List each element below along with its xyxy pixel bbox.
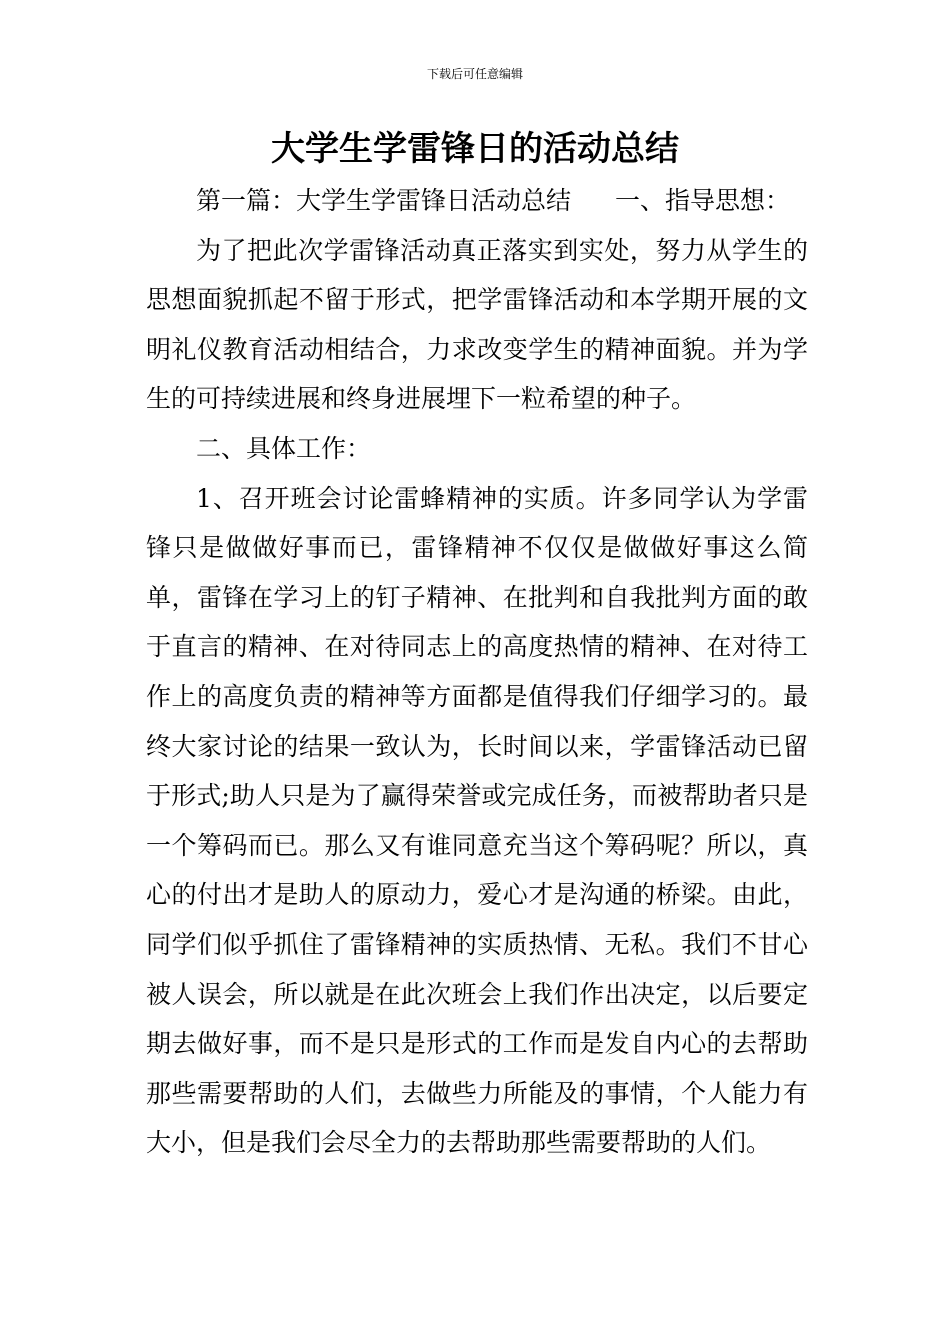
section-2-heading: 二、具体工作： <box>196 433 372 463</box>
header-note: 下载后可任意编辑 <box>426 67 523 81</box>
subtitle-line <box>146 176 808 226</box>
paragraph-2: 1、召开班会讨论雷蜂精神的实质。许多同学认为学雷锋只是做做好事而已，雷锋精神不仅仅是做做好事这么简单，雷锋在学习上的钉子精神、在批判和自我批判方面的敢于直言的精神、在对待同志上的高度热情的精神、在对待工作上的高度负责的精神等方面都是值得我们仔细学习的。最终大家讨论的结果一致认为，长时间以来，学雷锋活动已留于形式;助人只是为了赢得荣誉或完成任务，而被帮助者只是一个筹码而已。那么又有谁同意充当这个筹码呢？所以，真心的付出才是助人的原动力，爱心才是沟通的桥梁。由此，同学们似乎抓住了雷锋精神的实质热情、无私。我们不甘心被人误会，所以就是在此次班会上我们作出决定，以后要定期去做好事，而不是只是形式的工作而是发自内心的去帮助那些需要帮助的人们，去做些力所能及的事情，个人能力有大小，但是我们会尽全力的去帮助那些需要帮助的人们。 <box>146 483 808 1158</box>
subtitle-right: 一、指导思想： <box>615 186 791 215</box>
subtitle-left: 第一篇：大学生学雷锋日活动总结 <box>196 186 572 215</box>
document-title: 大学生学雷锋日的活动总结 <box>271 129 679 169</box>
document-body <box>146 176 808 1168</box>
paragraph-1: 为了把此次学雷锋活动真正落实到实处，努力从学生的思想面貌抓起不留于形式，把学雷锋活动和本学期开展的文明礼仪教育活动相结合，力求改变学生的精神面貌。并为学生的可持续进展和终身进展埋下一粒希望的种子。 <box>146 235 808 414</box>
